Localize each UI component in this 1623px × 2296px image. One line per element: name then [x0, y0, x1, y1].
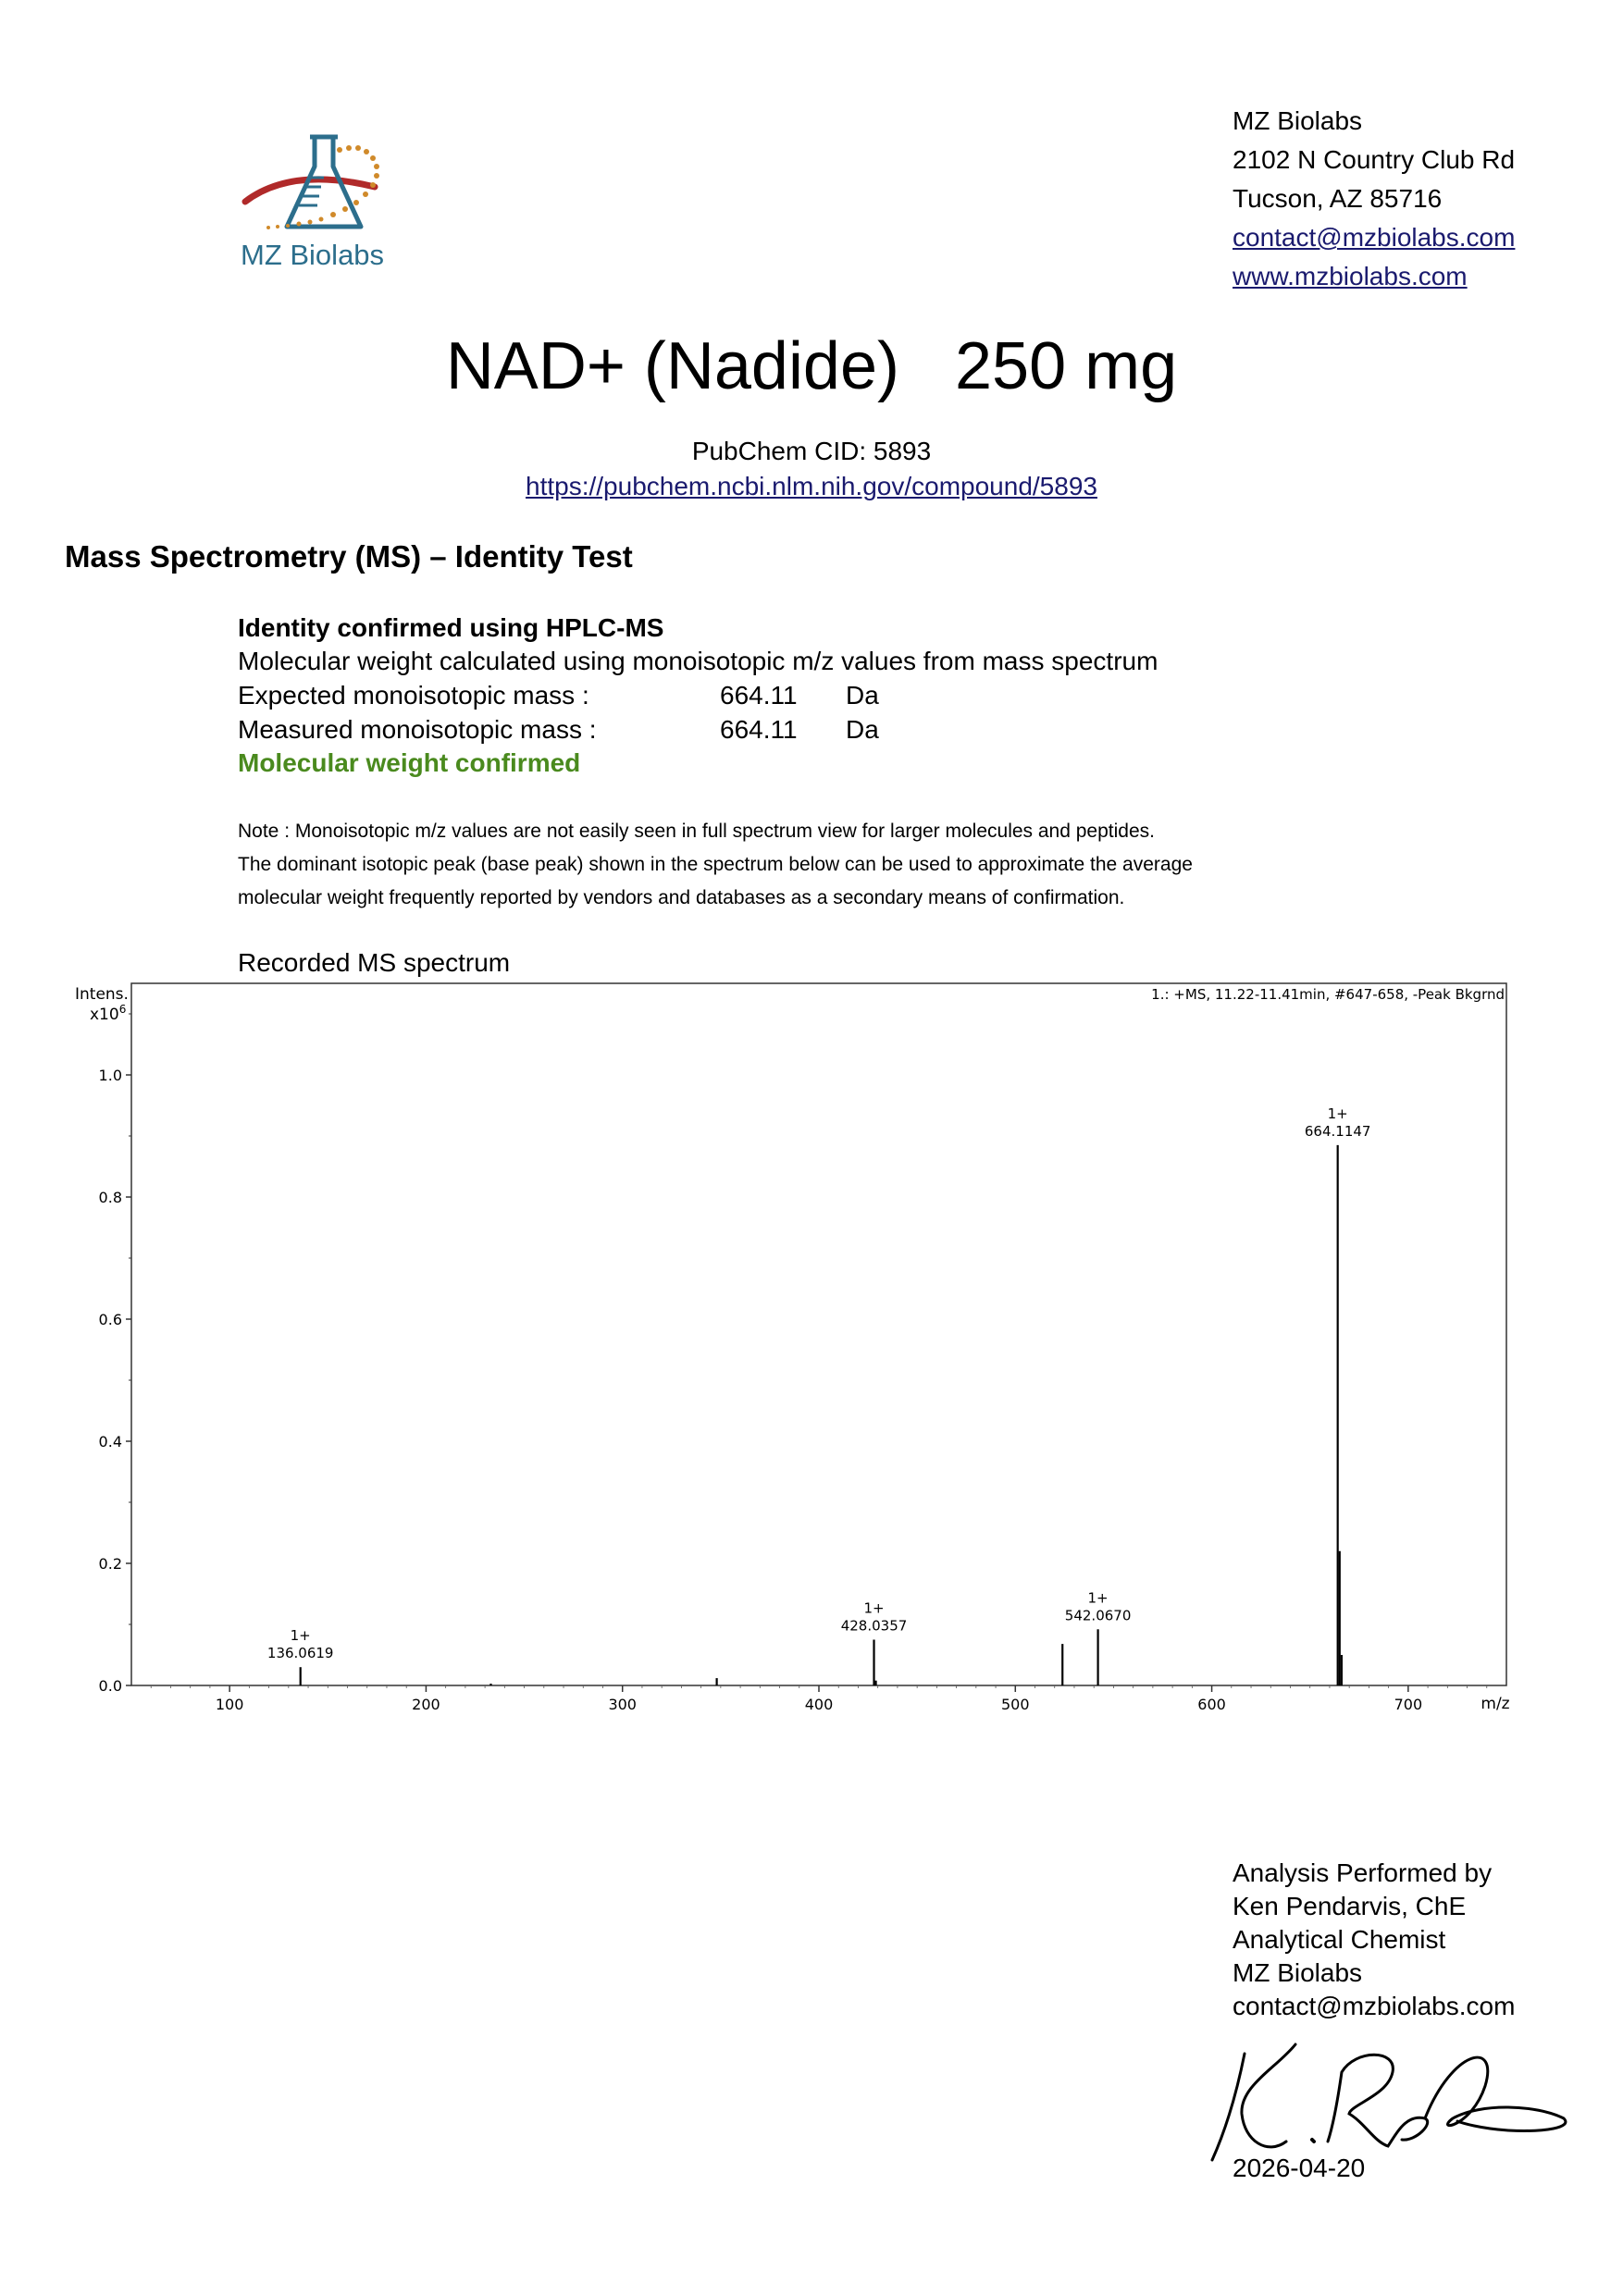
y-axis-label: Intens.	[75, 985, 129, 1004]
analysis-date: 2026-04-20	[1233, 2154, 1366, 2182]
y-tick-label: 0.6	[98, 1311, 122, 1328]
analyst-name: Ken Pendarvis, ChE	[1233, 1892, 1467, 1920]
y-tick-label: 0.8	[98, 1189, 122, 1206]
method-statement: Molecular weight calculated using monoisotopic m/z values from mass spectrum	[238, 647, 1158, 675]
spectrum-title: Recorded MS spectrum	[238, 948, 511, 977]
x-tick-label: 500	[1001, 1696, 1030, 1711]
note-line-2: The dominant isotopic peak (base peak) shown in the spectrum below can be used to approximate the average	[238, 854, 1193, 875]
peak-charge-label: 1+	[290, 1627, 311, 1645]
measured-mass-label: Measured monoisotopic mass :	[238, 715, 597, 744]
y-tick-label: 0.4	[98, 1433, 122, 1450]
company-name: MZ Biolabs	[1233, 106, 1363, 135]
x-tick-label: 100	[215, 1696, 244, 1711]
x-tick-label: 600	[1197, 1696, 1226, 1711]
company-website-link[interactable]: www.mzbiolabs.com	[1233, 262, 1468, 290]
peak-mz-label: 428.0357	[840, 1617, 908, 1635]
company-street: 2102 N Country Club Rd	[1233, 145, 1516, 174]
peak-mz-label: 542.0670	[1064, 1607, 1132, 1624]
peak-charge-label: 1+	[863, 1599, 885, 1617]
identity-statement: Identity confirmed using HPLC-MS	[238, 613, 664, 642]
logo-text: MZ Biolabs	[241, 239, 385, 271]
note-line-3: molecular weight frequently reported by vendors and databases as a secondary means of confirmation.	[238, 887, 1125, 908]
peak-charge-label: 1+	[1327, 1105, 1348, 1122]
chart-info-text: 1.: +MS, 11.22-11.41min, #647-658, -Peak Bkgrnd	[1151, 986, 1505, 1003]
peak-mz-label: 136.0619	[266, 1645, 334, 1662]
expected-mass-unit: Da	[846, 681, 879, 710]
x-axis-label: m/z	[1481, 1695, 1510, 1711]
y-tick-label: 0.2	[98, 1555, 122, 1573]
x-tick-label: 200	[412, 1696, 440, 1711]
y-tick-label: 0.0	[98, 1677, 122, 1695]
section-heading: Mass Spectrometry (MS) – Identity Test	[65, 539, 633, 574]
handwritten-signature	[1203, 2031, 1582, 2169]
y-scale-label: $x10^6$	[90, 1003, 127, 1024]
expected-mass-value: 664.11	[720, 681, 798, 710]
pubchem-cid: PubChem CID: 5893	[691, 437, 932, 465]
peak-mz-label: 664.1147	[1304, 1122, 1371, 1140]
product-title: NAD+ (Nadide) 250 mg	[445, 329, 1178, 403]
result-confirmed: Molecular weight confirmed	[238, 748, 581, 777]
plot-frame	[131, 983, 1506, 1685]
note-line-1: Note : Monoisotopic m/z values are not easily seen in full spectrum view for larger molecules and peptides.	[238, 821, 1155, 842]
company-email-link[interactable]: contact@mzbiolabs.com	[1233, 223, 1516, 252]
x-tick-label: 300	[608, 1696, 637, 1711]
pubchem-link[interactable]: https://pubchem.ncbi.nlm.nih.gov/compound/5893	[526, 472, 1097, 500]
measured-mass-unit: Da	[846, 715, 879, 744]
company-city: Tucson, AZ 85716	[1233, 184, 1443, 213]
peak-charge-label: 1+	[1087, 1589, 1109, 1607]
analyst-email: contact@mzbiolabs.com	[1233, 1992, 1516, 2020]
analyst-heading: Analysis Performed by	[1233, 1858, 1493, 1887]
x-tick-label: 400	[804, 1696, 834, 1711]
expected-mass-label: Expected monoisotopic mass :	[238, 681, 589, 710]
measured-mass-value: 664.11	[720, 715, 798, 744]
x-tick-label: 700	[1394, 1696, 1423, 1711]
y-tick-label: 1.0	[98, 1067, 122, 1084]
analyst-company: MZ Biolabs	[1233, 1958, 1363, 1987]
analyst-role: Analytical Chemist	[1233, 1925, 1446, 1954]
ms-spectrum-chart	[37, 971, 1518, 1711]
